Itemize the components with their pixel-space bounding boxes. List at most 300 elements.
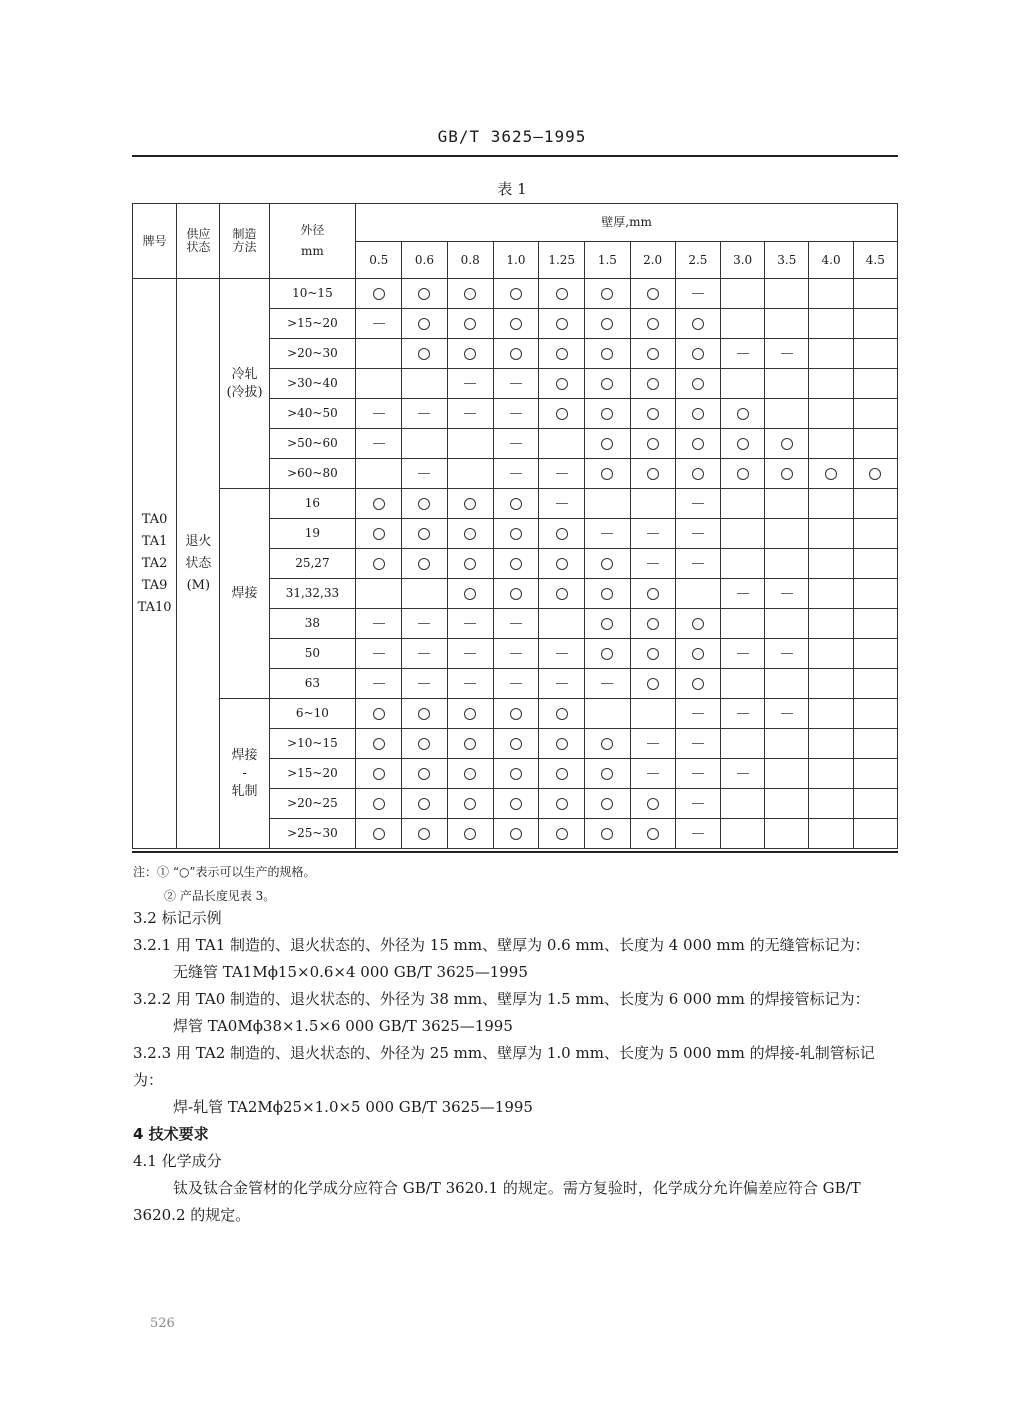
wall-cell: [809, 519, 853, 549]
section-3-2-heading: 3.2 标记示例: [133, 909, 222, 927]
wall-cell: [402, 399, 447, 429]
available-circle-icon: [464, 828, 476, 840]
wall-cell: [539, 579, 585, 609]
wall-cell: [402, 489, 447, 519]
dash-mark: [510, 383, 522, 384]
wall-cell: [809, 819, 853, 849]
wall-cell: [402, 789, 447, 819]
od-cell: 25,27: [269, 549, 355, 579]
wall-cell: [447, 459, 493, 489]
grade-label: TA10: [137, 599, 172, 615]
wall-cell: [675, 609, 720, 639]
available-circle-icon: [373, 528, 385, 540]
available-circle-icon: [464, 288, 476, 300]
dash-mark: [737, 653, 749, 654]
available-circle-icon: [510, 558, 522, 570]
wall-cell: [675, 669, 720, 699]
wall-cell: [585, 489, 630, 519]
available-circle-icon: [692, 438, 704, 450]
wall-cell: [853, 669, 897, 699]
dash-mark: [737, 773, 749, 774]
available-circle-icon: [692, 648, 704, 660]
wall-cell: [539, 639, 585, 669]
method-cell: [220, 489, 269, 699]
grade-header: 牌号: [133, 204, 177, 279]
available-circle-icon: [556, 348, 568, 360]
method-header: 制造方法: [220, 204, 269, 279]
dash-mark: [692, 563, 704, 564]
wall-cell: [765, 729, 809, 759]
od-cell: >10~15: [269, 729, 355, 759]
grade-label: TA9: [141, 577, 168, 593]
section-3-2-1-text: 3.2.1 用 TA1 制造的、退火状态的、外径为 15 mm、壁厚为 0.6 mm、长度为 4 000 mm 的无缝管标记为：: [133, 936, 870, 954]
wall-cell: [675, 639, 720, 669]
wall-cell: [809, 609, 853, 639]
wall-cell: [765, 519, 809, 549]
available-circle-icon: [647, 288, 659, 300]
dash-mark: [418, 683, 430, 684]
dash-mark: [418, 413, 430, 414]
wall-cell: [765, 489, 809, 519]
wall-cell: [630, 699, 675, 729]
wall-cell: [853, 309, 897, 339]
wall-cell: [493, 399, 538, 429]
wall-cell: [402, 699, 447, 729]
dash-mark: [373, 653, 385, 654]
available-circle-icon: [647, 618, 659, 630]
wall-cell: [765, 819, 809, 849]
wall-cell: [809, 309, 853, 339]
available-circle-icon: [737, 408, 749, 420]
od-cell: 31,32,33: [269, 579, 355, 609]
available-circle-icon: [510, 798, 522, 810]
table-row: [133, 699, 898, 729]
wall-col-header: 1.0: [493, 242, 538, 279]
available-circle-icon: [692, 618, 704, 630]
wall-cell: [630, 279, 675, 309]
wall-cell: [630, 549, 675, 579]
wall-cell: [721, 459, 765, 489]
dash-mark: [647, 533, 659, 534]
wall-cell: [765, 369, 809, 399]
wall-cell: [447, 759, 493, 789]
available-circle-icon: [692, 318, 704, 330]
od-cell: >60~80: [269, 459, 355, 489]
wall-cell: [630, 579, 675, 609]
available-circle-icon: [373, 498, 385, 510]
wall-cell: [356, 399, 402, 429]
dash-mark: [556, 653, 568, 654]
available-circle-icon: [601, 438, 613, 450]
available-circle-icon: [647, 438, 659, 450]
wall-cell: [630, 609, 675, 639]
dash-mark: [692, 533, 704, 534]
dash-mark: [464, 383, 476, 384]
available-circle-icon: [737, 468, 749, 480]
dash-mark: [601, 683, 613, 684]
wall-cell: [402, 639, 447, 669]
wall-cell: [356, 699, 402, 729]
available-circle-icon: [418, 798, 430, 810]
od-cell: >50~60: [269, 429, 355, 459]
wall-cell: [765, 579, 809, 609]
dash-mark: [692, 743, 704, 744]
section-4-1-text: 钛及钛合金管材的化学成分应符合 GB/T 3620.1 的规定。需方复验时，化学成分允许偏差应符合 GB/T 3620.2 的规定。: [133, 1179, 861, 1224]
available-circle-icon: [601, 738, 613, 750]
available-circle-icon: [556, 408, 568, 420]
section-3-2-3-text: 3.2.3 用 TA2 制造的、退火状态的、外径为 25 mm、壁厚为 1.0 mm、长度为 5 000 mm 的焊接-轧制管标记为：: [133, 1044, 875, 1089]
wall-cell: [721, 489, 765, 519]
wall-col-header: 2.0: [630, 242, 675, 279]
available-circle-icon: [556, 558, 568, 570]
wall-cell: [721, 699, 765, 729]
wall-cell: [356, 519, 402, 549]
wall-cell: [853, 639, 897, 669]
od-cell: 50: [269, 639, 355, 669]
available-circle-icon: [418, 318, 430, 330]
available-circle-icon: [601, 318, 613, 330]
note-1: 注：① “○”表示可以生产的规格。: [133, 865, 316, 879]
available-circle-icon: [601, 648, 613, 660]
wall-cell: [765, 609, 809, 639]
supply-state-header: 供应状态: [177, 204, 220, 279]
dash-mark: [781, 653, 793, 654]
available-circle-icon: [373, 708, 385, 720]
wall-cell: [809, 639, 853, 669]
available-circle-icon: [418, 558, 430, 570]
wall-cell: [630, 519, 675, 549]
wall-cell: [493, 699, 538, 729]
dash-mark: [510, 683, 522, 684]
dash-mark: [418, 623, 430, 624]
wall-cell: [721, 339, 765, 369]
wall-cell: [630, 789, 675, 819]
dash-mark: [464, 623, 476, 624]
dash-mark: [373, 623, 385, 624]
wall-cell: [539, 759, 585, 789]
available-circle-icon: [464, 498, 476, 510]
wall-cell: [447, 549, 493, 579]
available-circle-icon: [464, 798, 476, 810]
wall-cell: [721, 609, 765, 639]
wall-cell: [539, 549, 585, 579]
wall-col-header: 1.25: [539, 242, 585, 279]
wall-cell: [585, 729, 630, 759]
available-circle-icon: [647, 408, 659, 420]
wall-cell: [721, 399, 765, 429]
wall-cell: [853, 759, 897, 789]
wall-cell: [539, 519, 585, 549]
wall-cell: [493, 579, 538, 609]
available-circle-icon: [737, 438, 749, 450]
wall-cell: [447, 579, 493, 609]
available-circle-icon: [418, 708, 430, 720]
wall-cell: [356, 549, 402, 579]
wall-cell: [853, 819, 897, 849]
wall-cell: [721, 639, 765, 669]
supply-state-label: 退火: [185, 533, 212, 549]
available-circle-icon: [647, 828, 659, 840]
wall-cell: [447, 339, 493, 369]
available-circle-icon: [647, 468, 659, 480]
od-cell: >40~50: [269, 399, 355, 429]
available-circle-icon: [510, 738, 522, 750]
dash-mark: [647, 743, 659, 744]
available-circle-icon: [556, 288, 568, 300]
wall-cell: [721, 759, 765, 789]
available-circle-icon: [510, 528, 522, 540]
wall-cell: [447, 399, 493, 429]
grade-cell: [133, 279, 177, 849]
wall-cell: [765, 429, 809, 459]
wall-cell: [493, 789, 538, 819]
wall-cell: [539, 819, 585, 849]
wall-cell: [675, 309, 720, 339]
wall-cell: [630, 309, 675, 339]
wall-cell: [765, 309, 809, 339]
wall-cell: [721, 309, 765, 339]
wall-cell: [493, 819, 538, 849]
available-circle-icon: [556, 828, 568, 840]
wall-cell: [809, 459, 853, 489]
wall-col-header: 0.5: [356, 242, 402, 279]
wall-cell: [809, 279, 853, 309]
wall-cell: [721, 549, 765, 579]
available-circle-icon: [418, 348, 430, 360]
wall-cell: [809, 429, 853, 459]
available-circle-icon: [647, 318, 659, 330]
available-circle-icon: [418, 738, 430, 750]
wall-cell: [853, 489, 897, 519]
wall-cell: [765, 339, 809, 369]
dash-mark: [464, 653, 476, 654]
wall-cell: [765, 459, 809, 489]
available-circle-icon: [556, 738, 568, 750]
od-cell: >25~30: [269, 819, 355, 849]
wall-cell: [402, 339, 447, 369]
table-caption: 表 1: [497, 180, 527, 198]
grade-label: TA0: [141, 511, 168, 527]
wall-cell: [356, 279, 402, 309]
dash-mark: [737, 353, 749, 354]
wall-cell: [721, 279, 765, 309]
wall-cell: [493, 519, 538, 549]
wall-cell: [721, 369, 765, 399]
method-label: 冷轧: [231, 366, 258, 382]
wall-cell: [402, 669, 447, 699]
available-circle-icon: [464, 318, 476, 330]
wall-cell: [539, 489, 585, 519]
dash-mark: [692, 713, 704, 714]
available-circle-icon: [692, 468, 704, 480]
wall-cell: [539, 669, 585, 699]
available-circle-icon: [556, 798, 568, 810]
wall-cell: [853, 339, 897, 369]
wall-cell: [447, 669, 493, 699]
method-label: 焊接: [231, 585, 258, 601]
dash-mark: [464, 413, 476, 414]
dash-mark: [373, 413, 385, 414]
available-circle-icon: [601, 378, 613, 390]
available-circle-icon: [601, 288, 613, 300]
wall-cell: [809, 789, 853, 819]
available-circle-icon: [556, 528, 568, 540]
wall-cell: [853, 699, 897, 729]
wall-cell: [853, 579, 897, 609]
dash-mark: [464, 683, 476, 684]
supply-state-cell: [177, 279, 220, 849]
wall-cell: [630, 399, 675, 429]
wall-cell: [765, 699, 809, 729]
wall-cell: [853, 429, 897, 459]
wall-cell: [630, 489, 675, 519]
wall-cell: [809, 729, 853, 759]
available-circle-icon: [464, 738, 476, 750]
example-1: 无缝管 TA1Mϕ15×0.6×4 000 GB/T 3625—1995: [173, 963, 528, 981]
od-cell: >15~20: [269, 759, 355, 789]
wall-header: 壁厚,mm: [356, 204, 898, 242]
wall-cell: [721, 669, 765, 699]
dash-mark: [510, 473, 522, 474]
wall-cell: [853, 279, 897, 309]
wall-cell: [402, 459, 447, 489]
available-circle-icon: [418, 828, 430, 840]
od-cell: 10~15: [269, 279, 355, 309]
wall-cell: [809, 549, 853, 579]
wall-cell: [402, 579, 447, 609]
wall-cell: [585, 399, 630, 429]
wall-cell: [356, 639, 402, 669]
wall-cell: [356, 789, 402, 819]
available-circle-icon: [510, 318, 522, 330]
available-circle-icon: [373, 558, 385, 570]
dash-mark: [556, 473, 568, 474]
wall-col-header: 3.0: [721, 242, 765, 279]
available-circle-icon: [601, 768, 613, 780]
available-circle-icon: [510, 708, 522, 720]
wall-cell: [630, 669, 675, 699]
od-cell: 38: [269, 609, 355, 639]
wall-cell: [585, 609, 630, 639]
available-circle-icon: [556, 708, 568, 720]
wall-cell: [402, 369, 447, 399]
wall-cell: [809, 369, 853, 399]
dash-mark: [692, 773, 704, 774]
dash-mark: [692, 803, 704, 804]
od-cell: 16: [269, 489, 355, 519]
available-circle-icon: [510, 588, 522, 600]
wall-cell: [539, 459, 585, 489]
wall-cell: [630, 639, 675, 669]
wall-cell: [721, 429, 765, 459]
wall-cell: [675, 339, 720, 369]
wall-cell: [447, 429, 493, 459]
wall-cell: [447, 789, 493, 819]
available-circle-icon: [601, 558, 613, 570]
dash-mark: [556, 683, 568, 684]
wall-cell: [809, 699, 853, 729]
dash-mark: [781, 353, 793, 354]
dash-mark: [510, 413, 522, 414]
wall-cell: [853, 369, 897, 399]
wall-cell: [809, 579, 853, 609]
wall-cell: [675, 489, 720, 519]
wall-cell: [853, 519, 897, 549]
wall-cell: [809, 399, 853, 429]
available-circle-icon: [510, 498, 522, 510]
wall-col-header: 1.5: [585, 242, 630, 279]
spec-table: [132, 203, 898, 849]
available-circle-icon: [601, 588, 613, 600]
wall-cell: [853, 459, 897, 489]
page-number: 526: [150, 1316, 175, 1331]
wall-cell: [356, 729, 402, 759]
available-circle-icon: [510, 828, 522, 840]
wall-cell: [585, 819, 630, 849]
dash-mark: [737, 713, 749, 714]
dash-mark: [647, 563, 659, 564]
wall-cell: [630, 759, 675, 789]
wall-cell: [539, 789, 585, 819]
section-3-2-2-text: 3.2.2 用 TA0 制造的、退火状态的、外径为 38 mm、壁厚为 1.5 mm、长度为 6 000 mm 的焊接管标记为：: [133, 990, 870, 1008]
dash-mark: [373, 683, 385, 684]
wall-cell: [356, 339, 402, 369]
od-header-label: 外径: [300, 223, 325, 237]
wall-cell: [585, 699, 630, 729]
wall-cell: [447, 699, 493, 729]
wall-cell: [539, 309, 585, 339]
method-label: (冷拔): [226, 384, 263, 400]
wall-cell: [585, 789, 630, 819]
method-cell: [220, 279, 269, 489]
wall-cell: [356, 609, 402, 639]
dash-mark: [737, 593, 749, 594]
wall-cell: [539, 729, 585, 759]
wall-cell: [721, 579, 765, 609]
wall-cell: [402, 609, 447, 639]
wall-cell: [675, 399, 720, 429]
available-circle-icon: [464, 588, 476, 600]
table-row: [133, 279, 898, 309]
od-header-unit: mm: [301, 244, 324, 258]
available-circle-icon: [601, 348, 613, 360]
available-circle-icon: [373, 828, 385, 840]
wall-cell: [585, 369, 630, 399]
dash-mark: [510, 623, 522, 624]
od-cell: >15~20: [269, 309, 355, 339]
wall-cell: [539, 609, 585, 639]
wall-cell: [493, 669, 538, 699]
wall-cell: [809, 759, 853, 789]
wall-col-header: 4.0: [809, 242, 853, 279]
wall-cell: [585, 579, 630, 609]
wall-cell: [539, 279, 585, 309]
wall-cell: [585, 669, 630, 699]
dash-mark: [373, 323, 385, 324]
wall-cell: [447, 369, 493, 399]
available-circle-icon: [373, 738, 385, 750]
wall-cell: [356, 429, 402, 459]
supply-state-label: 状态: [185, 555, 212, 571]
available-circle-icon: [601, 618, 613, 630]
available-circle-icon: [647, 588, 659, 600]
wall-cell: [356, 309, 402, 339]
wall-cell: [402, 819, 447, 849]
body-text: [133, 905, 903, 1229]
wall-cell: [447, 489, 493, 519]
wall-cell: [585, 429, 630, 459]
wall-cell: [447, 819, 493, 849]
